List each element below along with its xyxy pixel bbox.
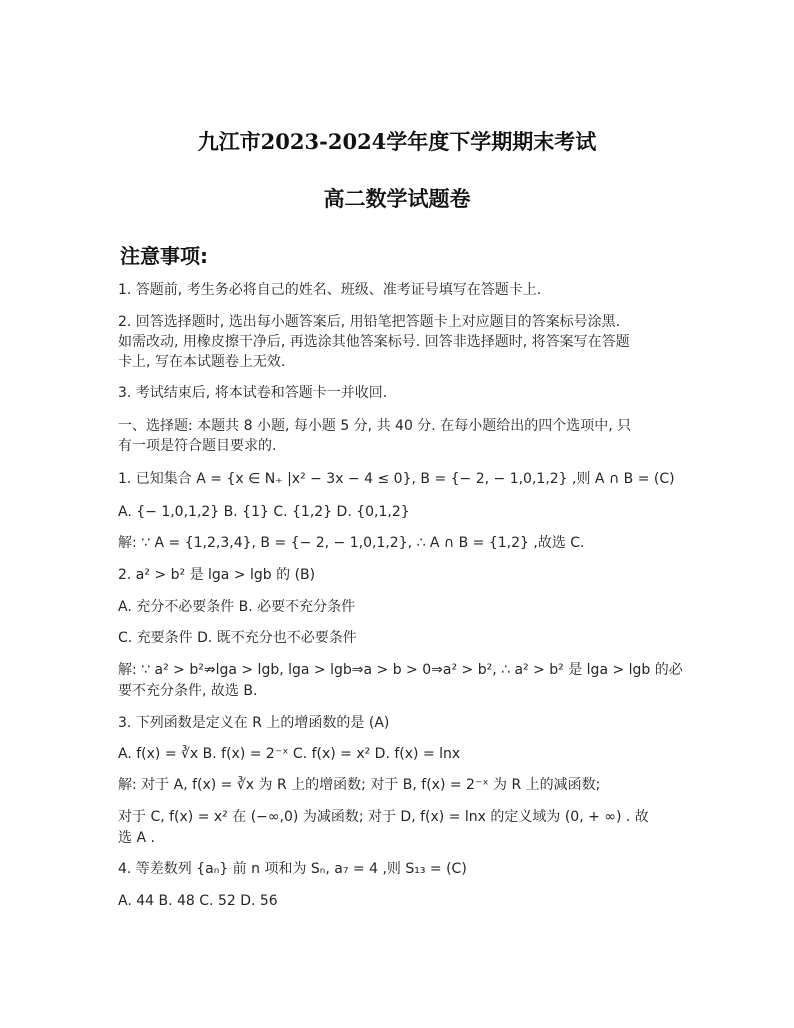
- question-2-solution-line-1: 解: ∵ a² > b²⇏lga > lgb, lga > lgb⇒a > b > 0⇒a² > b², ∴ a² > b² 是 lga > lgb 的必: [118, 662, 683, 678]
- section-intro-line-2: 有一项是符合题目要求的.: [118, 438, 277, 454]
- question-3-solution-line-3: 选 A .: [118, 830, 155, 846]
- section-intro-line-1: 一、选择题: 本题共 8 小题, 每小题 5 分, 共 40 分. 在每小题给出的四个选项中, 只: [118, 418, 632, 434]
- notice-item-1: 1. 答题前, 考生务必将自己的姓名、班级、准考证号填写在答题卡上.: [118, 282, 542, 298]
- exam-subtitle: 高二数学试题卷: [323, 186, 471, 211]
- question-2-solution-line-2: 要不充分条件, 故选 B.: [118, 683, 258, 699]
- question-1-solution: 解: ∵ A = {1,2,3,4}, B = {− 2, − 1,0,1,2}, ∴ A ∩ B = {1,2} ,故选 C.: [118, 535, 585, 551]
- question-2-options-line-1: A. 充分不必要条件 B. 必要不充分条件: [118, 599, 356, 615]
- question-3-solution-line-1: 解: 对于 A, f(x) = ∛x 为 R 上的增函数; 对于 B, f(x) = 2⁻ˣ 为 R 上的减函数;: [118, 777, 601, 793]
- question-2-options-line-2: C. 充要条件 D. 既不充分也不必要条件: [118, 630, 357, 646]
- question-3-options: A. f(x) = ∛x B. f(x) = 2⁻ˣ C. f(x) = x² D. f(x) = lnx: [118, 746, 461, 762]
- notice-item-2-line-1: 2. 回答选择题时, 选出每小题答案后, 用铅笔把答题卡上对应题目的答案标号涂黑.: [118, 314, 621, 330]
- question-4-options: A. 44 B. 48 C. 52 D. 56: [118, 893, 278, 909]
- question-4: 4. 等差数列 {aₙ} 前 n 项和为 Sₙ, a₇ = 4 ,则 S₁₃ = (C): [118, 861, 467, 877]
- question-1: 1. 已知集合 A = {x ∈ N₊ |x² − 3x − 4 ≤ 0}, B = {− 2, − 1,0,1,2} ,则 A ∩ B = (C): [118, 471, 675, 487]
- question-3: 3. 下列函数是定义在 R 上的增函数的是 (A): [118, 715, 390, 731]
- question-3-solution-line-2: 对于 C, f(x) = x² 在 (−∞,0) 为减函数; 对于 D, f(x) = lnx 的定义域为 (0, + ∞) . 故: [118, 809, 649, 825]
- notice-item-2-line-2: 如需改动, 用橡皮擦干净后, 再选涂其他答案标号. 回答非选择题时, 将答案写在答题: [118, 334, 630, 350]
- notice-heading: 注意事项:: [120, 244, 208, 268]
- exam-title: 九江市2023-2024学年度下学期期末考试: [197, 129, 597, 154]
- question-2: 2. a² > b² 是 lga > lgb 的 (B): [118, 567, 316, 583]
- notice-item-3: 3. 考试结束后, 将本试卷和答题卡一并收回.: [118, 385, 388, 401]
- question-1-options: A. {− 1,0,1,2} B. {1} C. {1,2} D. {0,1,2}: [118, 504, 410, 520]
- notice-item-2-line-3: 卡上, 写在本试题卷上无效.: [118, 354, 286, 370]
